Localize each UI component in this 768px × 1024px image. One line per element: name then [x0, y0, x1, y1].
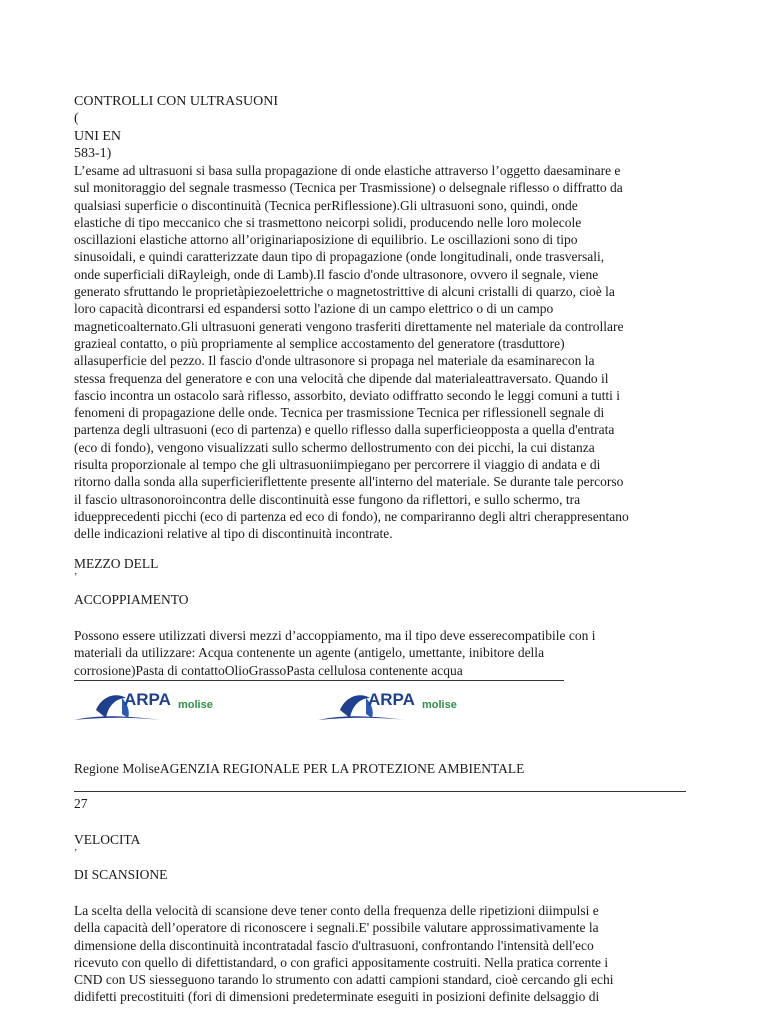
body-line: materiali da utilizzare: Acqua contenente un agente (antigelo, umettante, inibitore della — [74, 645, 545, 661]
body-line: (eco di fondo), vengono visualizzati sullo schermo dellostrumento con dei picchi, la cui distanza — [74, 439, 595, 455]
arpa-molise-logo — [316, 684, 491, 734]
body-line: fenomeni di propagazione delle onde. Tecnica per trasmissione Tecnica per riflessionell segnale di — [74, 405, 605, 421]
body-line: stessa frequenza del generatore e con una velocità che dipende dal materialeattraversato. Quando il — [74, 370, 609, 386]
body-line: risulta proporzionale al tempo che gli ultrasuoniimpiegano per percorrere il viaggio di andata e di — [74, 457, 601, 473]
body-line: loro capacità dicontrarsi ed espandersi sotto l'azione di un campo elettrico o di un campo — [74, 301, 554, 317]
heading-title: CONTROLLI CON ULTRASUONI — [74, 94, 279, 109]
body-line: dimensione della discontinuità incontratadal fascio d'ultrasuoni, confrontando l'intensità dell'eco — [74, 937, 594, 953]
body-line: corrosione)Pasta di contattoOlioGrassoPasta cellulosa contenente acqua — [74, 662, 463, 678]
section-scan-speed-body — [74, 902, 698, 1006]
body-line: Possono essere utilizzati diversi mezzi d’accoppiamento, ma il tipo deve esserecompatibile con i — [74, 628, 596, 643]
body-line: oscillazioni elastiche attorno all’originariaposizione di equilibrio. Le oscillazioni sono di tipo — [74, 232, 578, 248]
heading-norm-number: 583-1) — [74, 145, 112, 161]
svg-text:ARPA: ARPA — [368, 690, 415, 709]
page-number-block — [74, 795, 698, 812]
section-ultrasound-body — [74, 162, 698, 543]
body-line: ricevuto con quello di difettistandard, o con grafici appositamente costruiti. Nella pratica corrente i — [74, 954, 609, 970]
arpa-logo-graphic — [72, 684, 247, 734]
section-coupling-heading-2 — [74, 591, 698, 608]
body-line: delle indicazioni relative al tipo di discontinuità incontrate. — [74, 526, 393, 542]
body-line: allasuperficie del pezzo. Il fascio d'onde ultrasonore si propaga nel materiale da esaminarecon la — [74, 353, 595, 369]
footer-org-text: Regione MoliseAGENZIA REGIONALE PER LA PROTEZIONE AMBIENTALE — [74, 761, 525, 776]
arpa-molise-logo — [72, 684, 247, 734]
body-line: elastiche di tipo meccanico che si trasmettono neicorpi solidi, producendo nelle loro molecole — [74, 214, 582, 230]
scan-heading-part1: VELOCITA — [74, 832, 141, 847]
body-line: il fascio ultrasonoroincontra delle discontinuità esse fungono da riflettori, e sullo schermo, tra — [74, 491, 581, 507]
body-line: generato sfruttando le proprietàpiezoelettriche o magnetostrittive di alcuni cristalli di quarzo, cioè la — [74, 284, 615, 300]
body-line: iduepprecedenti picchi (eco di partenza ed eco di fondo), ne compariranno degli altri cherappresentano — [74, 508, 629, 524]
arpa-logo-graphic — [316, 684, 491, 734]
body-line: fascio incontra un ostacolo sarà riflesso, assorbito, deviato odiffratto secondo le leggi comuni a tutti i — [74, 387, 620, 403]
heading-norm: UNI EN — [74, 128, 122, 144]
page-number: 27 — [74, 796, 88, 811]
body-line: della capacità dell’operatore di riconoscere i segnali.E' possibile valutare approssimativamente la — [74, 920, 599, 936]
footer-organization — [74, 760, 698, 777]
section-scan-speed-heading — [74, 831, 698, 860]
body-line: grazieal contatto, o più propriamente al semplice accostamento del generatore (trasduttore) — [74, 335, 565, 351]
footer-divider — [74, 791, 686, 792]
body-line: partenza degli ultrasuoni (eco di partenza) e quello riflesso dalla superficieopposta a quella d'entrata — [74, 422, 615, 438]
document-heading — [74, 93, 698, 162]
scan-heading-apostrophe: ’ — [74, 848, 78, 860]
section-coupling-body — [74, 627, 698, 679]
body-line: magneticoalternato.Gli ultrasuoni generati vengono trasferiti direttamente nel materiale da controllare — [74, 318, 624, 334]
section-coupling-heading — [74, 555, 698, 584]
body-line: didifetti precostituiti (fori di dimensioni predeterminate eseguiti in posizioni definite delsaggio di — [74, 989, 600, 1005]
body-line: sinusoidali, e quindi caratterizzate daun tipo di propagazione (onde longitudinali, onde trasversali, — [74, 249, 605, 265]
body-line: La scelta della velocità di scansione deve tener conto della frequenza delle ripetizioni diimpulsi e — [74, 903, 599, 918]
svg-text:molise: molise — [178, 699, 213, 711]
scan-heading-part2: DI SCANSIONE — [74, 867, 168, 882]
heading-paren: ( — [74, 111, 79, 127]
svg-text:molise: molise — [422, 699, 457, 711]
body-line: ritorno dalla sonda alla superficieriflettente presente all'interno del materiale. Se durante tale percorso — [74, 474, 624, 490]
coupling-heading-part2: ACCOPPIAMENTO — [74, 592, 189, 607]
body-line: onde superficiali diRayleigh, onde di Lamb).Il fascio d'onde ultrasonore, ovvero il segnale, viene — [74, 266, 599, 282]
body-line: sul monitoraggio del segnale trasmesso (Tecnica per Trasmissione) o delsegnale riflesso o diffratto da — [74, 180, 623, 196]
body-line: L’esame ad ultrasuoni si basa sulla propagazione di onde elastiche attraverso l’oggetto daesaminare e — [74, 163, 621, 178]
coupling-underline — [74, 680, 564, 681]
coupling-heading-apostrophe: ’ — [74, 572, 78, 584]
svg-text:ARPA: ARPA — [124, 690, 171, 709]
body-line: CND con US siesseguono tarando lo strumento con adatti campioni standard, cioè cercando gli echi — [74, 972, 614, 988]
section-scan-speed-heading-2 — [74, 866, 698, 883]
body-line: qualsiasi superficie o discontinuità (Tecnica perRiflessione).Gli ultrasuoni sono, quindi, onde — [74, 197, 578, 213]
coupling-heading-part1: MEZZO DELL — [74, 556, 159, 571]
